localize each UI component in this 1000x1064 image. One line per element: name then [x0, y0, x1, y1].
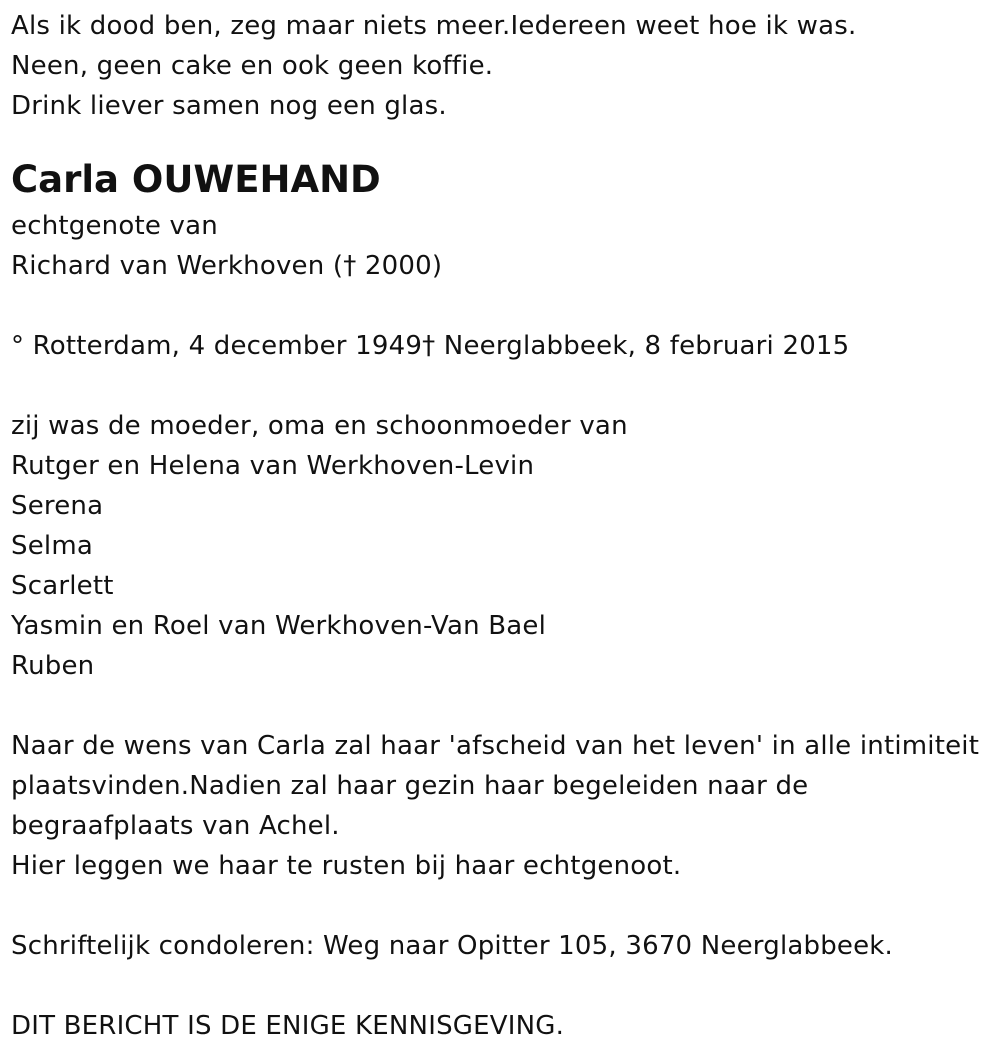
- spacer: [11, 286, 991, 326]
- notice-statement: DIT BERICHT IS DE ENIGE KENNISGEVING.: [11, 1011, 565, 1041]
- family-member: Serena: [11, 491, 104, 521]
- family-intro: zij was de moeder, oma en schoonmoeder van: [11, 411, 628, 441]
- poem-line: Drink liever samen nog een glas.: [11, 91, 447, 121]
- funeral-line: plaatsvinden.Nadien zal haar gezin haar begeleiden naar de: [11, 771, 809, 801]
- funeral-line: begraafplaats van Achel.: [11, 811, 340, 841]
- poem-verse: [11, 6, 991, 126]
- family-member: Selma: [11, 531, 93, 561]
- spouse-name: Richard van Werkhoven († 2000): [11, 251, 443, 281]
- family-list: [11, 446, 991, 686]
- death-notice: [11, 0, 991, 1046]
- spacer: [11, 966, 991, 1006]
- family-member: Scarlett: [11, 571, 114, 601]
- funeral-paragraph: [11, 726, 991, 886]
- funeral-line: Naar de wens van Carla zal haar 'afscheid van het leven' in alle intimiteit: [11, 731, 980, 761]
- family-member: Yasmin en Roel van Werkhoven-Van Bael: [11, 611, 547, 641]
- spacer: [11, 686, 991, 726]
- poem-line: Neen, geen cake en ook geen koffie.: [11, 51, 494, 81]
- family-member: Ruben: [11, 651, 95, 681]
- funeral-line: Hier leggen we haar te rusten bij haar echtgenoot.: [11, 851, 682, 881]
- deceased-name: Carla OUWEHAND: [11, 158, 381, 201]
- condolence-address: Schriftelijk condoleren: Weg naar Opitter 105, 3670 Neerglabbeek.: [11, 931, 894, 961]
- family-member: Rutger en Helena van Werkhoven-Levin: [11, 451, 535, 481]
- spacer: [11, 886, 991, 926]
- birth-death-line: ° Rotterdam, 4 december 1949† Neerglabbeek, 8 februari 2015: [11, 331, 850, 361]
- relation-text: echtgenote van: [11, 211, 218, 241]
- spacer: [11, 366, 991, 406]
- poem-line: Als ik dood ben, zeg maar niets meer.Iedereen weet hoe ik was.: [11, 11, 857, 41]
